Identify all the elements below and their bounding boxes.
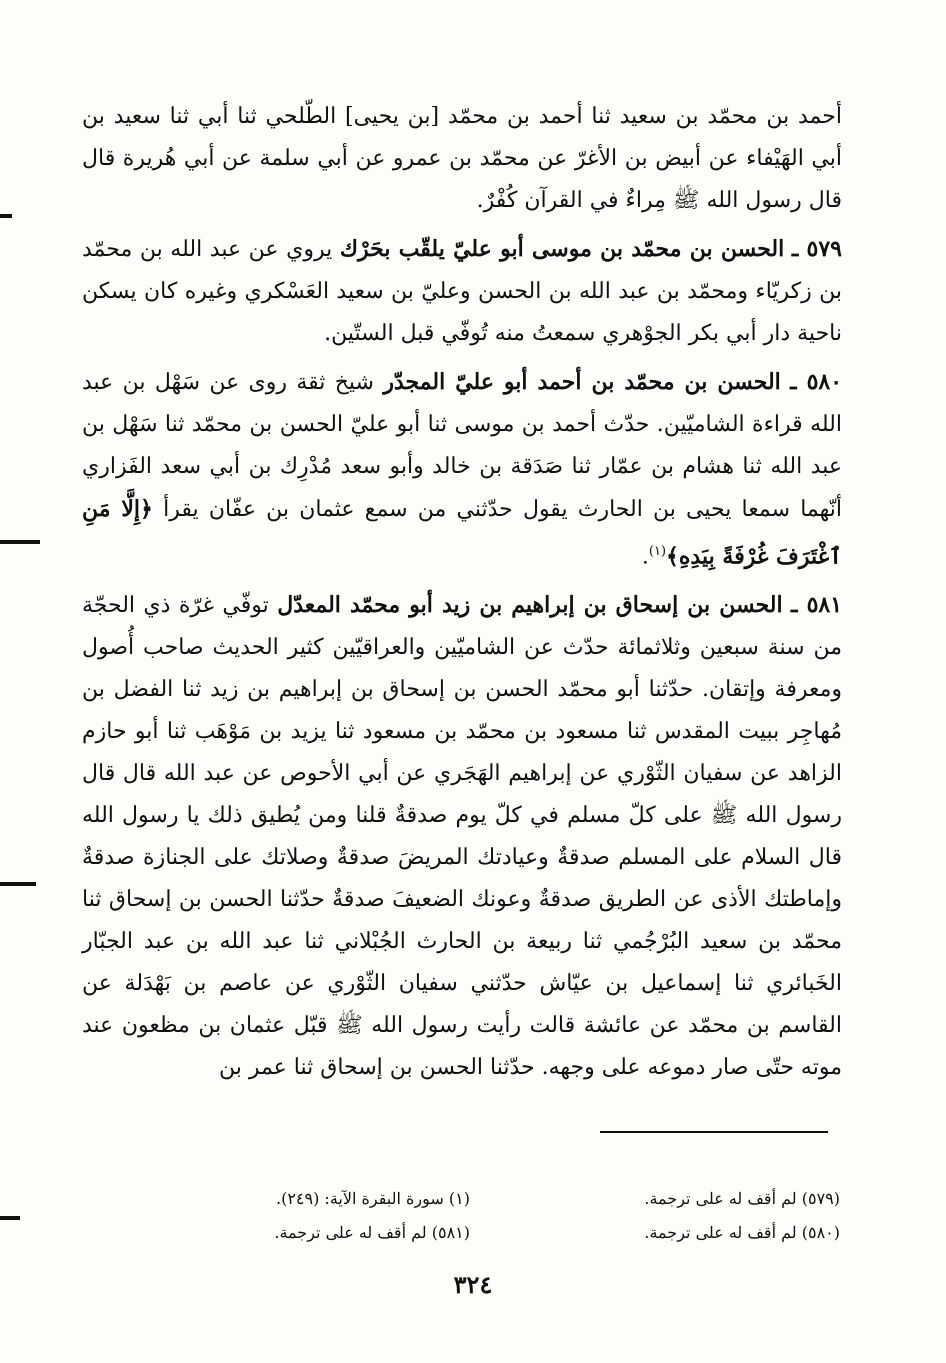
entry-text: توفّي غرّة ذي الحجّة من سنة سبعين وثلاثمائة حدّث عن الشاميّين والعراقيّين كثير الحديث صاحب أُصول ومعرفة وإتقان. حدّثنا أبو محمّد الحسن بن إسحاق بن إبراهيم بن زيد ثنا الفضل بن مُهاجِر ببيت المقدس ثنا مسعود بن محمّد بن مسعود ثنا يزيد بن مَوْهَب ثنا أبو حازم الزاهد عن سفيان الثّوْري عن إبراهيم الهَجَري عن أبي الأحوص عن عبد الله قال قال رسول الله ﷺ على كلّ مسلم في كلّ يوم صدقةٌ قلنا ومن يُطيق ذلك يا رسول الله قال السلام على المسلم صدقةٌ وعيادتك المريضَ صدقةٌ وصلاتك على الجنازة صدقةٌ وإماطتك الأذى عن الطريق صدقةٌ وعونك الضعيفَ صدقةٌ حدّثنا الحسن بن إسحاق ثنا محمّد بن سعيد البُرْجُمي ثنا ربيعة بن الحارث الجُبْلاني ثنا عبد الله بن عبد الجبّار الخَبائري ثنا إسماعيل بن عيّاش حدّثني سفيان الثّوْري عن عاصم بن بَهْدَلة عن القاسم بن محمّد عن عائشة قالت رأيت رسول الله ﷺ قبّل عثمان بن مظعون عند موته حتّى صار دموعه على وجهه. حدّثنا الحسن بن إسحاق ثنا عمر بن [82,593,842,1081]
entry-579 [82,228,842,355]
paragraph-continuation: أحمد بن محمّد بن سعيد ثنا أحمد بن محمّد [بن يحيى] الطّلحي ثنا أبي ثنا سعيد بن أبي الهَيْفاء عن أبيض بن الأغرّ عن محمّد بن عمرو عن أبي سلمة عن أبي هُريرة قال قال رسول الله ﷺ مِراءٌ في القرآن كُفْرٌ. [82,104,842,213]
entry-heading: الحسن بن إسحاق بن إبراهيم بن زيد أبو محمّد المعدّل [277,592,783,619]
entry-number: ٥٨٠ ـ [790,369,843,395]
footnote: (٥٨١) لم أقف له على ترجمة. [274,1223,470,1242]
scan-edge-mark [0,882,36,886]
sentence-end: . [641,544,649,570]
entry-heading: الحسن بن محمّد بن أحمد أبو عليّ المجدّر [383,369,781,395]
entry-text: يروي عن عبد الله بن محمّد بن زكريّاء ومحمّد بن عبد الله بن الحسن وعليّ بن سعيد العَسْكري وغيره كان يسكن ناحية دار أبي بكر الجوْهري سمعتُ منه تُوفّي قبل الستّين. [82,237,842,346]
scan-edge-mark [0,214,12,218]
footnote-ref: (١) [648,544,667,559]
footnote-column-right [550,1182,840,1250]
scan-edge-mark [0,540,40,544]
entry-text: شيخ ثقة روى عن سَهْل بن عبد الله قراءة الشاميّين. حدّث أحمد بن موسى ثنا أبو عليّ الحسن بن محمّد ثنا سَهْل بن عبد الله ثنا هشام بن عمّار ثنا صَدَقة بن خالد وأبو سعد مُدْرِك بن أبي سعد الفَزاري أنّهما سمعا يحيى بن الحارث يقول حدّثني من سمع عثمان بن عفّان يقرأ [82,370,843,522]
entry-number: ٥٧٩ ـ [791,236,842,262]
footnote: (٥٨٠) لم أقف له على ترجمة. [644,1223,840,1242]
footnote-column-left [180,1182,470,1250]
footnote: (٥٧٩) لم أقف له على ترجمة. [644,1189,840,1208]
entry-number: ٥٨١ ـ [791,592,843,619]
entry-580 [82,361,842,578]
entry-581 [82,584,842,1089]
main-text [82,96,842,1095]
quran-quote: ﴿إِلَّا مَنِ ٱغْتَرَفَ غُرْفَةً بِيَدِهِ﴾ [82,496,842,570]
entry-heading: الحسن بن محمّد بن موسى أبو عليّ يلقّب بحَرْك [339,236,785,262]
footnote: (١) سورة البقرة الآية: (٢٤٩). [275,1189,470,1208]
scan-edge-mark [0,1216,20,1220]
page-number: ٣٢٤ [453,1270,493,1299]
footnote-separator [600,1131,828,1133]
